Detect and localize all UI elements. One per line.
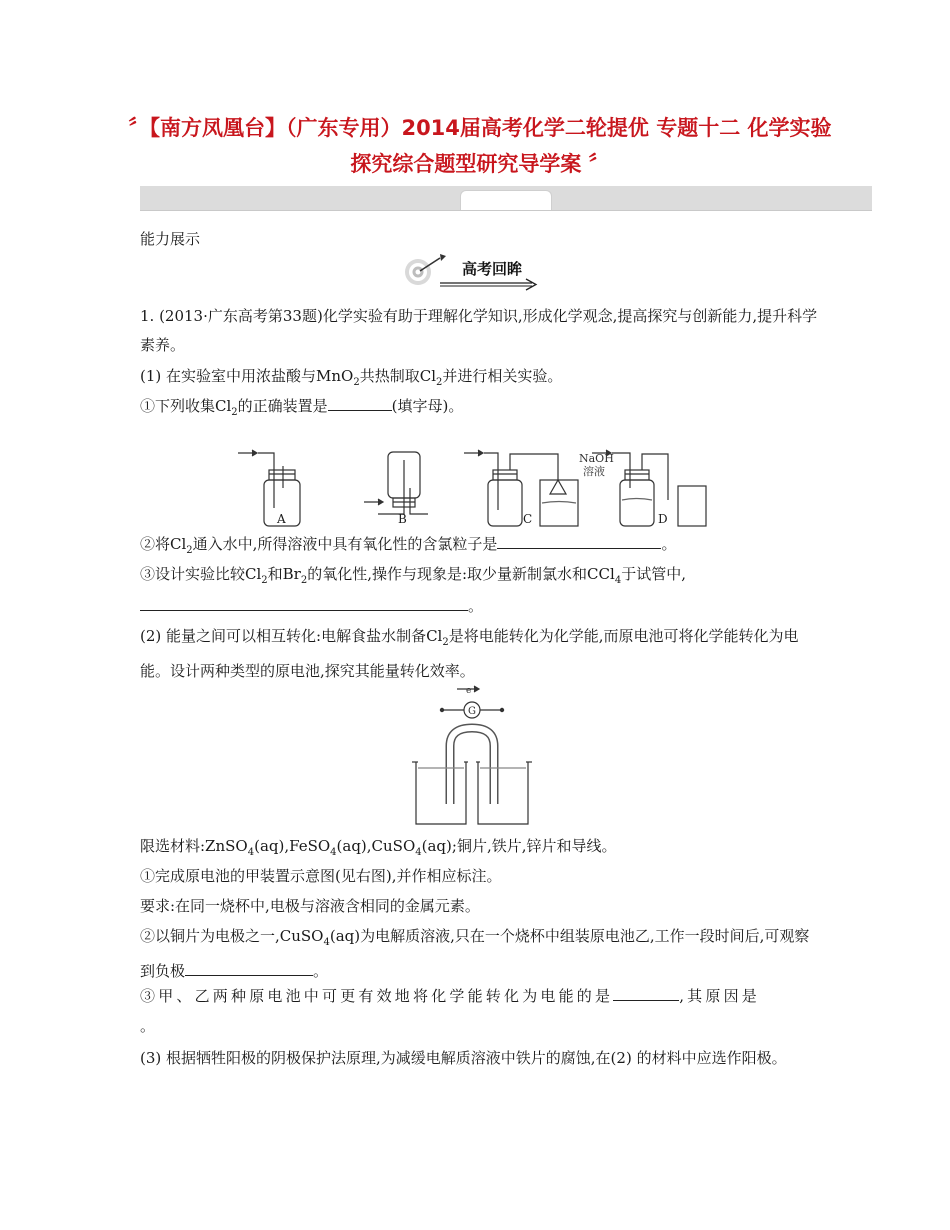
question-1-part-1: (1) 在实验室中用浓盐酸与MnO$_2$共热制取$Cl_2$并进行相关实验。: [140, 367, 563, 388]
answer-blank[interactable]: [140, 596, 468, 611]
materials-list: 限选材料:ZnSO$_4$(aq),FeSO$_4$(aq),CuSO$_4$(aq);铜片,铁片,锌片和导线。: [140, 837, 617, 858]
question-1-part-3: (3) 根据牺牲阳极的阴极保护法原理,为减缓电解质溶液中铁片的腐蚀,在(2) 的材料中应选作阳极。: [140, 1049, 787, 1067]
banner-label: 高考回眸: [462, 260, 523, 278]
answer-blank[interactable]: [328, 396, 392, 411]
document-title: 〞【南方凤凰台】（广东专用）2014届高考化学二轮提优 专题十二 化学实验探究综合题型研究导学案 〞: [128, 116, 832, 176]
label-a: A: [277, 512, 286, 526]
question-1-intro: 1. (2013·广东高考第33题)化学实验有助于理解化学知识,形成化学观念,提高探究与创新能力,提升科学素养。: [140, 307, 818, 354]
question-1-2a: ①完成原电池的甲装置示意图(见右图),并作相应标注。: [140, 867, 502, 885]
question-1-1c-answer-line: 。: [140, 592, 820, 621]
solution-label: 溶液: [583, 465, 605, 478]
label-c: C: [523, 512, 533, 526]
galvanic-cell-figure: [410, 684, 535, 826]
figure-1-labels: [238, 512, 708, 528]
answer-blank[interactable]: [497, 534, 661, 549]
question-1-part-2: (2) 能量之间可以相互转化:电解食盐水制备$Cl_2$是将电能转化为化学能,而原电池可将化学能转化为电能。设计两种类型的原电池,探究其能量转化效率。: [140, 627, 799, 680]
naoh-label: NaOH: [579, 452, 614, 465]
question-1-1a: ①下列收集$Cl_2$的正确装置是 (填字母)。: [140, 397, 464, 418]
header-divider-line: [140, 210, 872, 211]
target-icon: [405, 254, 446, 285]
answer-blank[interactable]: [613, 986, 679, 1001]
requirement: 要求:在同一烧杯中,电极与溶液含相同的金属元素。: [140, 897, 480, 915]
question-1-2c: ③甲、乙两种原电池中可更有效地将化学能转化为电能的是 ,其原因是: [140, 987, 760, 1005]
section-title: 能力展示: [140, 230, 201, 248]
label-b: B: [398, 512, 407, 526]
label-d: D: [658, 512, 668, 526]
apparatus-b: [364, 452, 428, 514]
galvanometer-label: G: [468, 706, 476, 717]
header-divider-tab: [460, 190, 552, 211]
gaokao-review-banner: [400, 252, 540, 292]
question-1-2c-tail: 。: [140, 1017, 156, 1035]
question-1-2b: ②以铜片为电极之一,CuSO$_4$(aq)为电解质溶液,只在一个烧杯中组装原电池乙,工作一段时间后,可观察到负极 。: [140, 927, 810, 980]
question-1-1b: ②将$Cl_2$通入水中,所得溶液中具有氧化性的含氯粒子是 。: [140, 535, 677, 556]
question-1-1c: ③设计实验比较$Cl_2$和$Br_2$的氧化性,操作与现象是:取少量新制氯水和CCl$_4$于试管中,: [140, 565, 686, 586]
electron-label: e: [466, 686, 472, 696]
answer-blank[interactable]: [185, 961, 313, 976]
